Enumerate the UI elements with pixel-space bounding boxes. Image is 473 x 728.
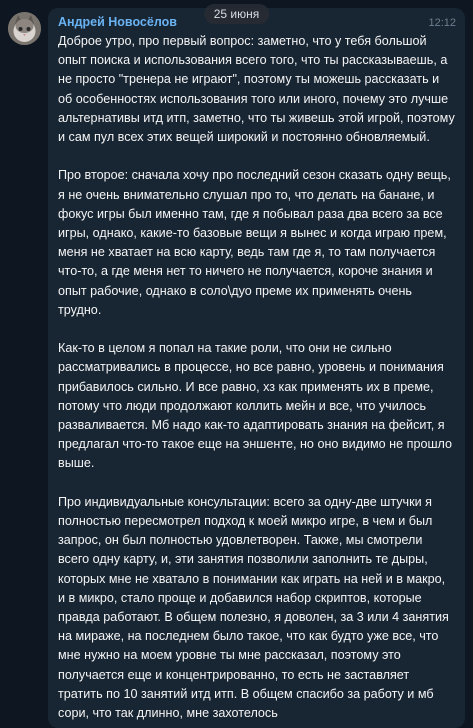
message-bubble[interactable] bbox=[48, 8, 465, 728]
message-paragraph: Как-то в целом я попал на такие роли, что они не сильно рассматривались в процессе, но все равно, уровень и понимания прибавилось сильно. И все равно, хз как применять их в преме, потому что люди продолжают коллить мейн и все, что училось разваливается. Мб надо как-то адаптировать знания на фейсит, я предлагал что-то такое еще на эншенте, но оно видимо не прошло выше. bbox=[58, 341, 453, 471]
message-time: 12:12 bbox=[428, 17, 456, 29]
message-paragraph: Доброе утро, про первый вопрос: заметно, что у тебя большой опыт поиска и использования всего того, что ты рассказываешь, а не просто "тренера не играют", поэтому ты можешь рассказать и об особенностях использования того или иного, почему это лучше альтернативы итд итп, заметно, что ты живешь этой игрой, поэтому и сам пул всех этих вещей широкий и постоянно обновляемый. bbox=[58, 34, 455, 145]
avatar-photo-icon bbox=[8, 12, 41, 45]
message-text bbox=[58, 32, 455, 723]
date-separator[interactable]: 25 июня bbox=[204, 4, 270, 24]
message-paragraph: Про второе: сначала хочу про последний сезон сказать одну вещь, я не очень внимательно слушал про то, что делать на банане, и фокус игры был именно там, где я побывал раза два всего за все игры, однако, какие-то базовые вещи я вынес и когда играю прем, меня не хватает на всю карту, ведь там где я, то там получается что-то, а где меня нет то ничего не получается, короче знания и опыт рабочие, однако в соло\дуо преме их применять очень трудно. bbox=[58, 168, 451, 317]
message-paragraph: Про индивидуальные консультации: всего за одну-две штучки я полностью пересмотрел подход к моей микро игре, в чем и был запрос, он был полностью удовлетворен. Также, мы смотрели всего одну карту, и, эти занятия позволили заполнить те дыры, которых мне не хватало в понимании как играть на ней и в макро, и в микро, стало проще и добавился набор скриптов, которые правда работают. В общем полезно, я доволен, за 3 или 4 занятия на мираже, на последнем было такое, что как будто уже все, что мне нужно на моем уровне ты мне рассказал, поэтому это получается еще и концентрированно, то есть не заставляет тратить по 10 занятий итд итп. В общем спасибо за работу и мб сори, что так длинно, мне захотелось bbox=[58, 494, 449, 721]
sender-avatar[interactable] bbox=[8, 12, 41, 45]
sender-name[interactable]: Андрей Новосёлов bbox=[58, 15, 177, 29]
